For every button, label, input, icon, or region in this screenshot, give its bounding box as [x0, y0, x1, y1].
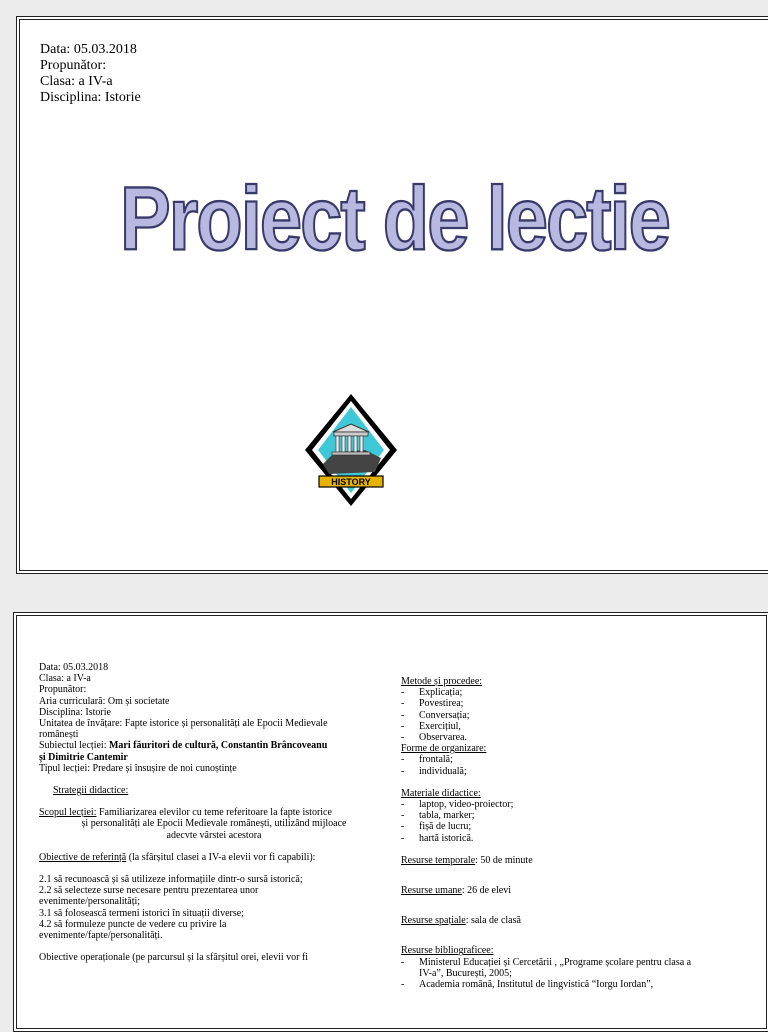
list-item: - individuală;: [401, 766, 761, 777]
human-value: : 26 de elevi: [461, 885, 511, 897]
plan-scope-text-1: Familiarizarea elevilor cu teme referitoare la fapte istorice: [96, 807, 332, 819]
cover-date: Data: 05.03.2018: [40, 42, 137, 57]
list-item: - Conversația;: [401, 710, 761, 721]
list-item: - frontală;: [401, 754, 761, 765]
objective-line: 2.2 să selecteze surse necesare pentru prezentarea unor: [39, 885, 259, 897]
list-item: - Explicația;: [401, 687, 761, 698]
cover-discipline: Disciplina: Istorie: [40, 90, 141, 105]
cover-meta: [40, 42, 141, 106]
human-label: Resurse umane: [401, 885, 462, 897]
plan-subject: [39, 740, 389, 751]
materials-heading: Materiale didactice:: [401, 787, 481, 799]
space-resources: [401, 915, 761, 926]
cover-proposer: Propunător:: [40, 58, 107, 73]
list-item: - Povestirea;: [401, 698, 761, 709]
plan-proposer: Propunător:: [39, 684, 87, 696]
plan-ref-objectives: [39, 852, 389, 863]
plan-scope-text-3: adecvte vârstei acestora: [166, 829, 262, 841]
time-resources: [401, 855, 761, 866]
biblio-item: - Academia română, Institutul de lingvistică “Iorgu Iordan”,: [401, 979, 761, 990]
human-resources: [401, 885, 761, 896]
objective-line: 2.1 să recunoască și să utilizeze informațiile dintr-o sursă istorică;: [39, 874, 303, 886]
plan-unit-2: românești: [39, 729, 79, 741]
list-item: - tabla, marker;: [401, 810, 761, 821]
biblio-item-cont: IV-a”, București, 2005;: [419, 967, 512, 979]
space-value: : sala de clasă: [465, 915, 521, 927]
plan-subject-title-2: și Dimitrie Cantemir: [39, 751, 128, 763]
list-item: - laptop, video-proiector;: [401, 799, 761, 810]
list-item: - hartă istorică.: [401, 833, 761, 844]
plan-ref-label: Obiective de referință: [39, 851, 127, 863]
lesson-plan-page: [13, 612, 768, 1032]
objective-line: 3.1 să folosească termeni istorici în situații diverse;: [39, 907, 244, 919]
plan-class: Clasa: a IV-a: [39, 673, 91, 685]
history-clipart-icon: [303, 392, 399, 510]
forms-heading: Forme de organizare:: [401, 743, 487, 755]
list-item: - Observarea.: [401, 732, 761, 743]
cover-page: [16, 16, 768, 574]
list-item: - Exercițiul,: [401, 721, 761, 732]
plan-unit-1: Unitatea de învățare: Fapte istorice și personalități ale Epocii Medievale: [39, 718, 328, 730]
plan-area: Aria curriculară: Om și societate: [39, 695, 170, 707]
cover-title: Proiect de lectie: [120, 169, 669, 270]
objective-line: 4.2 să formuleze puncte de vedere cu privire la: [39, 918, 227, 930]
logo-label: HISTORY: [331, 477, 371, 487]
cover-class: Clasa: a IV-a: [40, 74, 113, 89]
plan-scope-label: Scopul lecției:: [39, 807, 97, 819]
biblio-heading: Resurse bibliograficee:: [401, 945, 494, 957]
list-item: - fișă de lucru;: [401, 821, 761, 832]
plan-ref-rest: (la sfârșitul clasei a IV-a elevii vor fi capabili):: [126, 851, 316, 863]
plan-discipline: Disciplina: Istorie: [39, 706, 111, 718]
methods-heading: Metode și procedee:: [401, 676, 483, 687]
plan-left-column: [39, 662, 389, 963]
plan-lesson-type: Tipul lecției: Predare și însușire de noi cunoștințe: [39, 762, 237, 774]
biblio-item: - Ministerul Educației și Cercetării , „Programe școlare pentru clasa a: [401, 957, 761, 968]
plan-subject-prefix: Subiectul lecției:: [39, 740, 109, 752]
time-value: : 50 de minute: [475, 854, 533, 866]
objective-line: evenimente/personalități;: [39, 896, 141, 908]
plan-operational-objectives: Obiective operaționale (pe parcursul și la sfârșitul orei, elevii vor fi: [39, 952, 309, 964]
plan-scope-text-2: și personalități ale Epocii Medievale românești, utilizând mijloace: [81, 818, 347, 830]
plan-date: Data: 05.03.2018: [39, 662, 109, 673]
plan-subject-title: Mari făuritori de cultură, Constantin Brâncoveanu: [108, 740, 328, 752]
objective-line: evenimente/fapte/personalități.: [39, 930, 163, 942]
space-label: Resurse spațiale: [401, 915, 466, 927]
plan-right-column: [401, 676, 761, 990]
time-label: Resurse temporale: [401, 854, 476, 866]
plan-scope: [39, 807, 389, 818]
plan-strategies-heading: Strategii didactice:: [53, 785, 129, 797]
